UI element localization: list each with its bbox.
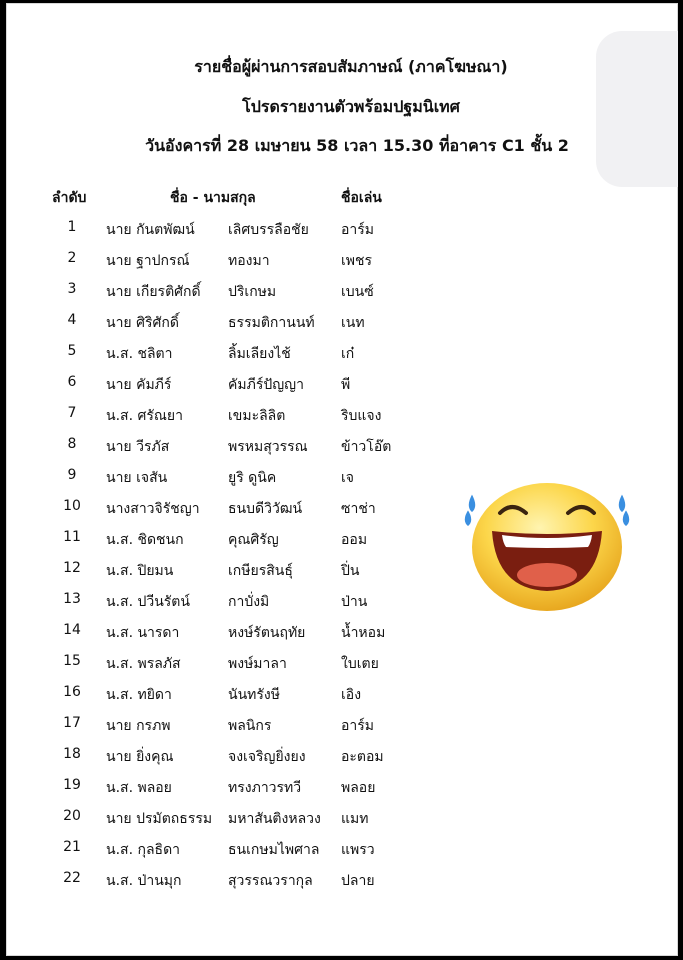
row-first-name: น.ส. นารดา xyxy=(106,625,180,641)
row-number: 22 xyxy=(63,870,81,886)
row-last-name: พรหมสุวรรณ xyxy=(228,439,308,455)
document-subtitle: โปรดรายงานตัวพร้อมปฐมนิเทศ xyxy=(242,97,460,116)
row-last-name: ลิ้มเลียงไช้ xyxy=(228,346,291,362)
row-first-name: นาย กันตพัฒน์ xyxy=(106,222,195,238)
row-number: 13 xyxy=(63,591,81,607)
row-last-name: นันทรังษี xyxy=(228,687,280,703)
document-date-location: วันอังคารที่ 28 เมษายน 58 เวลา 15.30 ที่อาคาร C1 ชั้น 2 xyxy=(145,136,569,155)
row-first-name: นาย เจสัน xyxy=(106,470,168,486)
row-last-name: พลนิกร xyxy=(228,718,272,734)
row-number: 3 xyxy=(67,281,77,297)
row-first-name: น.ส. กุลธิดา xyxy=(106,842,181,858)
row-number: 5 xyxy=(67,343,77,359)
row-first-name: นาย ฐาปกรณ์ xyxy=(106,253,190,269)
row-first-name: นาย กรภพ xyxy=(106,718,171,734)
row-number: 16 xyxy=(63,684,81,700)
table-row xyxy=(6,653,466,684)
row-first-name: นาย วีรภัส xyxy=(106,439,170,455)
row-number: 15 xyxy=(63,653,81,669)
name-list xyxy=(6,219,466,901)
row-first-name: น.ส. ศรัณยา xyxy=(106,408,183,424)
row-last-name: ธรรมติกานนท์ xyxy=(228,315,315,331)
row-nickname: ริบแจง xyxy=(341,408,382,424)
row-number: 19 xyxy=(63,777,81,793)
row-number: 14 xyxy=(63,622,81,638)
row-nickname: พลอย xyxy=(341,780,376,796)
row-number: 21 xyxy=(63,839,81,855)
table-row xyxy=(6,281,466,312)
laughing-tears-emoji-icon xyxy=(458,479,636,613)
row-last-name: คัมภีร์ปัญญา xyxy=(228,377,304,393)
row-last-name: ธนเกษมไพศาล xyxy=(228,842,320,858)
table-row xyxy=(6,374,466,405)
table-row xyxy=(6,405,466,436)
row-number: 18 xyxy=(63,746,81,762)
row-nickname: เบนซ์ xyxy=(341,284,374,300)
row-number: 10 xyxy=(63,498,81,514)
row-number: 7 xyxy=(67,405,77,421)
row-first-name: นาย ยิ่งคุณ xyxy=(106,749,174,765)
row-nickname: แมท xyxy=(341,811,369,827)
row-first-name: น.ส. ปวีนรัตน์ xyxy=(106,594,190,610)
row-last-name: มหาสันติงหลวง xyxy=(228,811,321,827)
row-nickname: เนท xyxy=(341,315,365,331)
row-first-name: น.ส. พลอย xyxy=(106,780,172,796)
row-first-name: น.ส. พรลภัส xyxy=(106,656,181,672)
row-last-name: สุวรรณวรากุล xyxy=(228,873,313,889)
row-number: 6 xyxy=(67,374,77,390)
row-number: 1 xyxy=(67,219,77,235)
table-row xyxy=(6,870,466,901)
row-number: 20 xyxy=(63,808,81,824)
table-row xyxy=(6,343,466,374)
table-row xyxy=(6,250,466,281)
row-last-name: ทองมา xyxy=(228,253,270,269)
row-last-name: เขมะลิลิต xyxy=(228,408,286,424)
row-nickname: อาร์ม xyxy=(341,718,375,734)
row-nickname: ออม xyxy=(341,532,368,548)
row-first-name: นาย ศิริศักดิ์ xyxy=(106,315,179,331)
row-number: 17 xyxy=(63,715,81,731)
row-number: 11 xyxy=(63,529,81,545)
row-last-name: คุณศิรัญ xyxy=(228,532,279,548)
row-first-name: นางสาวจิรัชญา xyxy=(106,501,200,517)
row-first-name: น.ส. ป่านมุก xyxy=(106,873,182,889)
table-row xyxy=(6,467,466,498)
table-row xyxy=(6,529,466,560)
row-nickname: เจ xyxy=(341,470,354,486)
row-nickname: เพชร xyxy=(341,253,373,269)
table-row xyxy=(6,777,466,808)
row-nickname: ใบเตย xyxy=(341,656,379,672)
header-nickname: ชื่อเล่น xyxy=(341,190,382,206)
table-row xyxy=(6,591,466,622)
row-nickname: เอิง xyxy=(341,687,362,703)
row-last-name: ทรงภาวรทวี xyxy=(228,780,302,796)
table-row xyxy=(6,219,466,250)
row-number: 9 xyxy=(67,467,77,483)
header-name: ชื่อ - นามสกุล xyxy=(170,190,256,206)
row-first-name: น.ส. ชิดชนก xyxy=(106,532,184,548)
table-row xyxy=(6,498,466,529)
row-nickname: อะตอม xyxy=(341,749,384,765)
row-nickname: น้ำหอม xyxy=(341,625,386,641)
table-row xyxy=(6,560,466,591)
row-nickname: ข้าวโอ๊ต xyxy=(341,439,392,455)
table-row xyxy=(6,746,466,777)
row-first-name: นาย คัมภีร์ xyxy=(106,377,172,393)
row-number: 4 xyxy=(67,312,77,328)
row-last-name: จงเจริญยิ่งยง xyxy=(228,749,306,765)
row-first-name: น.ส. ชลิตา xyxy=(106,346,173,362)
row-nickname: ป่าน xyxy=(341,594,368,610)
table-row xyxy=(6,436,466,467)
row-last-name: หงษ์รัตนฤทัย xyxy=(228,625,306,641)
row-last-name: เกษียรสินธุ์ xyxy=(228,563,293,579)
row-last-name: พงษ์มาลา xyxy=(228,656,287,672)
document-page xyxy=(6,3,678,956)
row-nickname: ซาช่า xyxy=(341,501,376,517)
table-row xyxy=(6,312,466,343)
table-row xyxy=(6,622,466,653)
table-row xyxy=(6,808,466,839)
row-nickname: เก๋ xyxy=(341,346,355,362)
row-first-name: นาย เกียรติศักดิ์ xyxy=(106,284,201,300)
row-last-name: เลิศบรรลือชัย xyxy=(228,222,309,238)
row-last-name: ยูริ ดูนิค xyxy=(228,470,277,486)
row-nickname: ปิ่น xyxy=(341,563,360,579)
row-nickname: อาร์ม xyxy=(341,222,375,238)
row-number: 12 xyxy=(63,560,81,576)
row-nickname: พี xyxy=(341,377,351,393)
document-title: รายชื่อผู้ผ่านการสอบสัมภาษณ์ (ภาคโฆษณา) xyxy=(194,57,508,76)
row-nickname: ปลาย xyxy=(341,873,375,889)
row-first-name: นาย ปรมัตถธรรม xyxy=(106,811,213,827)
row-last-name: กาบั่งมิ xyxy=(228,594,270,610)
table-row xyxy=(6,684,466,715)
row-last-name: ธนบดีวิวัฒน์ xyxy=(228,501,303,517)
header-number: ลำดับ xyxy=(52,190,87,206)
row-number: 8 xyxy=(67,436,77,452)
row-last-name: ปริเกษม xyxy=(228,284,277,300)
row-number: 2 xyxy=(67,250,77,266)
row-first-name: น.ส. ทยิดา xyxy=(106,687,172,703)
row-nickname: แพรว xyxy=(341,842,375,858)
table-row xyxy=(6,715,466,746)
table-row xyxy=(6,839,466,870)
row-first-name: น.ส. ปิยมน xyxy=(106,563,174,579)
